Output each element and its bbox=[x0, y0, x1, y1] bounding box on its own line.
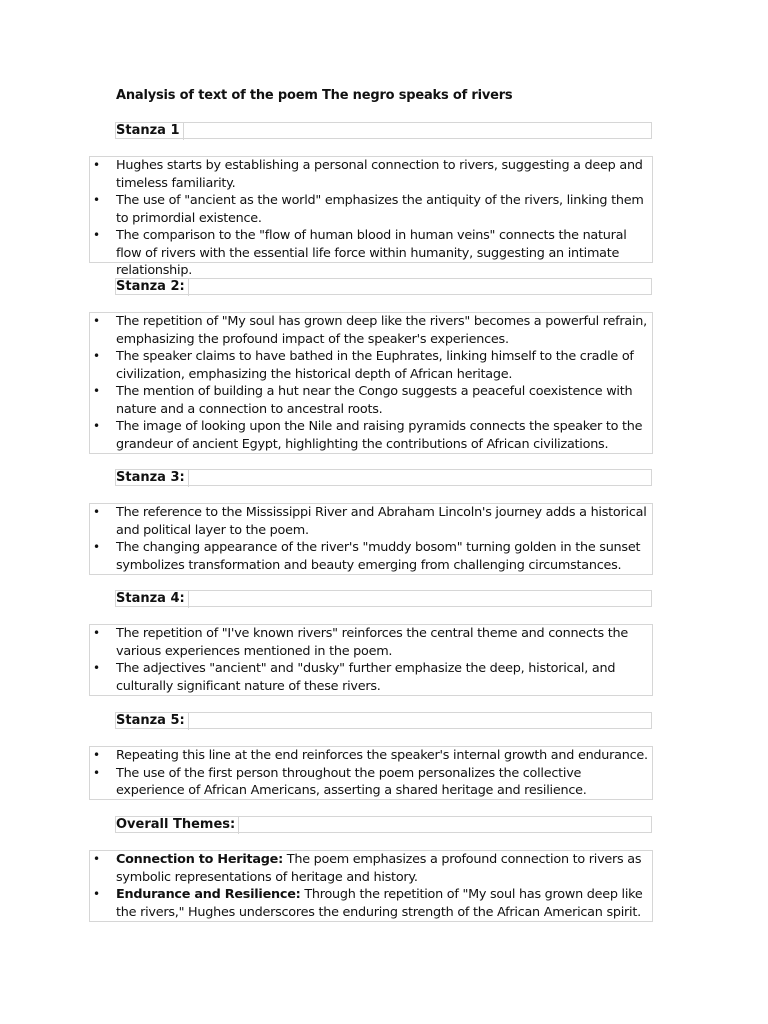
list-item-text: The use of the first person throughout the poem personalizes the collective experience of African Americans, asserting a shared heritage and resilience. bbox=[116, 765, 587, 798]
section-list-stanza-4 bbox=[89, 624, 653, 696]
list-item bbox=[90, 625, 652, 660]
list-item bbox=[90, 504, 652, 539]
bullet-icon: • bbox=[93, 887, 100, 901]
list-item-text: Hughes starts by establishing a personal connection to rivers, suggesting a deep and timeless familiarity. bbox=[116, 158, 643, 191]
list-item-text: The repetition of "My soul has grown deep like the rivers" becomes a powerful refrain, emphasizing the profound impact of the speaker's experiences. bbox=[116, 314, 647, 347]
section-heading-stanza-4 bbox=[115, 590, 652, 607]
list-item-text: The mention of building a hut near the Congo suggests a peaceful coexistence with nature and a connection to ancestral roots. bbox=[116, 384, 633, 417]
section-heading-text: Stanza 3: bbox=[116, 469, 189, 487]
theme-description: The poem emphasizes a profound connection to rivers as symbolic representations of heritage and history. bbox=[116, 852, 642, 885]
section-heading-stanza-1 bbox=[115, 122, 652, 139]
bullet-icon: • bbox=[93, 228, 100, 242]
bullet-icon: • bbox=[93, 193, 100, 207]
list-item bbox=[90, 539, 652, 574]
section-list-stanza-1 bbox=[89, 156, 653, 278]
bullet-icon: • bbox=[93, 349, 100, 363]
list-item bbox=[90, 157, 652, 192]
bullet-icon: • bbox=[93, 765, 100, 780]
section-heading-text: Overall Themes: bbox=[116, 816, 239, 834]
section-heading-text: Stanza 4: bbox=[116, 590, 189, 608]
list-item bbox=[90, 747, 652, 765]
theme-lead-label: Connection to Heritage: bbox=[116, 852, 283, 867]
list-item bbox=[90, 192, 652, 227]
list-item-text: The adjectives "ancient" and "dusky" further emphasize the deep, historical, and culturally significant nature of these rivers. bbox=[116, 661, 616, 694]
bullet-icon: • bbox=[93, 852, 100, 866]
section-list-stanza-2 bbox=[89, 312, 653, 454]
bullet-icon: • bbox=[93, 540, 100, 554]
bullet-icon: • bbox=[93, 661, 100, 675]
bullet-icon: • bbox=[93, 748, 100, 762]
list-item bbox=[90, 383, 652, 418]
list-item bbox=[90, 418, 652, 453]
list-item bbox=[90, 660, 652, 695]
list-item bbox=[90, 851, 652, 886]
list-item bbox=[90, 348, 652, 383]
list-item-text: The repetition of "I've known rivers" reinforces the central theme and connects the various experiences mentioned in the poem. bbox=[116, 626, 628, 659]
list-item-text: The changing appearance of the river's "muddy bosom" turning golden in the sunset symbolizes transformation and beauty emerging from challenging circumstances. bbox=[116, 540, 641, 573]
section-list-stanza-3 bbox=[89, 503, 653, 575]
theme-lead-label: Endurance and Resilience: bbox=[116, 887, 301, 902]
list-item-text: The comparison to the "flow of human blood in human veins" connects the natural flow of rivers with the essential life force within humanity, suggesting an intimate relationship. bbox=[116, 228, 627, 278]
section-heading-text: Stanza 2: bbox=[116, 278, 189, 296]
section-list-overall-themes bbox=[89, 850, 653, 922]
bullet-icon: • bbox=[93, 419, 100, 433]
list-item-text bbox=[116, 886, 650, 921]
section-list-stanza-5 bbox=[89, 746, 653, 800]
bullet-icon: • bbox=[93, 314, 100, 328]
list-item-text: Repeating this line at the end reinforces the speaker's internal growth and endurance. bbox=[116, 748, 648, 763]
theme-description: Through the repetition of "My soul has grown deep like the rivers," Hughes underscores the enduring strength of the African American spirit. bbox=[116, 887, 643, 920]
list-item bbox=[90, 886, 652, 921]
list-item bbox=[90, 227, 652, 280]
bullet-icon: • bbox=[93, 384, 100, 398]
list-item bbox=[90, 313, 652, 348]
list-item-text: The reference to the Mississippi River and Abraham Lincoln's journey adds a historical and political layer to the poem. bbox=[116, 505, 647, 538]
bullet-icon: • bbox=[93, 626, 100, 640]
list-item-text: The use of "ancient as the world" emphasizes the antiquity of the rivers, linking them to primordial existence. bbox=[116, 193, 644, 226]
section-heading-stanza-3 bbox=[115, 469, 652, 486]
list-item-text: The image of looking upon the Nile and raising pyramids connects the speaker to the grandeur of ancient Egypt, highlighting the contributions of African civilizations. bbox=[116, 419, 643, 452]
section-heading-text: Stanza 1 bbox=[116, 122, 184, 140]
bullet-icon: • bbox=[93, 158, 100, 172]
document-title: Analysis of text of the poem The negro speaks of rivers bbox=[116, 88, 513, 103]
list-item-text bbox=[116, 851, 650, 886]
section-heading-overall-themes bbox=[115, 816, 652, 833]
list-item bbox=[90, 765, 652, 800]
bullet-icon: • bbox=[93, 505, 100, 519]
section-heading-text: Stanza 5: bbox=[116, 712, 189, 730]
section-heading-stanza-2 bbox=[115, 278, 652, 295]
section-heading-stanza-5 bbox=[115, 712, 652, 729]
list-item-text: The speaker claims to have bathed in the Euphrates, linking himself to the cradle of civilization, emphasizing the historical depth of African heritage. bbox=[116, 349, 634, 382]
